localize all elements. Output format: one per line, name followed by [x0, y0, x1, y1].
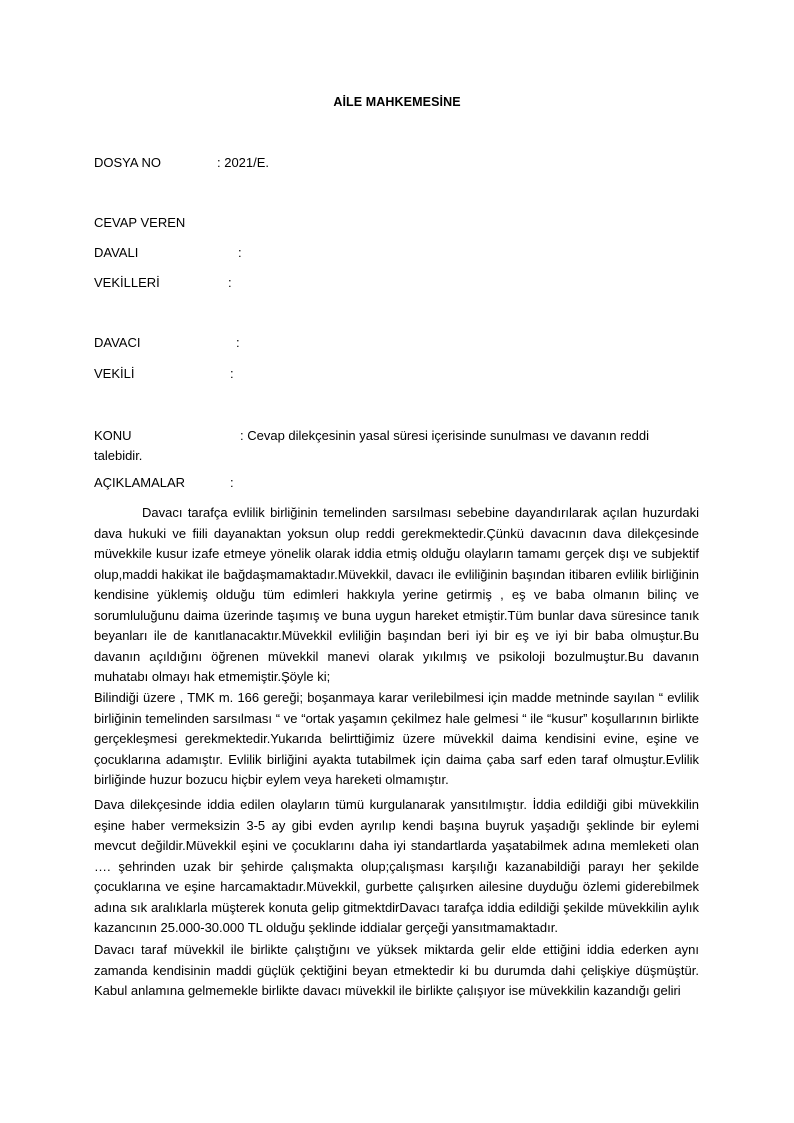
davali-colon: :	[238, 245, 242, 260]
dosya-no-value: : 2021/E.	[217, 155, 270, 170]
konu-field	[94, 426, 694, 466]
vekili-field	[94, 366, 234, 381]
aciklamalar-colon: :	[230, 475, 234, 490]
vekilleri-field	[94, 275, 232, 290]
paragraph-1: Davacı tarafça evlilik birliğinin temelinden sarsılması sebebine dayandırılarak açılan huzurdaki dava hukuki ve fiili dayanaktan yoksun olup reddi gerekmektedir.Çünkü davacının dava dilekçesinde müvekkile kusur izafe etmeye yönelik olarak iddia etmiş olduğu olayların tamamı gerçek dışı ve subjektif olup,maddi hakikat ile bağdaşmamaktadır.Müvekkil, davacı ile evliliğinin başından itibaren evlilik birliğinin kendisine yüklemiş olduğu tüm edimleri hakkıyla yerine getirmiş , eş ve baba olmanın bilinç ve sorumluluğunu daima üzerinde taşımış ve buna uygun hareket etmiştir.Tüm bunlar dava süresince tanık beyanları ile de kanıtlanacaktır.Müvekkil evliliğin başından beri iyi bir eş ve iyi bir baba olmuştur.Bu davanın açıldığını öğrenen müvekkil manevi olarak yıkılmış ve psikoloji bozulmuştur.Bu davanın muhatabı olmayı hak etmemiştir.Şöyle ki;	[94, 505, 699, 684]
davali-label: DAVALI	[94, 245, 139, 260]
vekili-label: VEKİLİ	[94, 366, 135, 381]
davaci-colon: :	[236, 335, 240, 350]
konu-label: KONU	[94, 428, 132, 443]
paragraph-3: Dava dilekçesinde iddia edilen olayların tümü kurgulanarak yansıtılmıştır. İddia edildiği gibi müvekkilin eşine haber vermeksizin 3-5 ay gibi evden ayrılıp kendi başına buyruk yaşadığı şeklinde bir eylemi mevcut değildir.Müvekkil eşini ve çocuklarını daha iyi standartlarda yaşatabilmek adına memleketi olan …. şehrinden uzak bir şehirde çalışmakta olup;çalışması karşılığı kazanabildiği parayı her şekilde çocuklarına ve eşine harcamaktadır.Müvekkil, gurbette çalışırken ailesine duyduğu özlemi giderebilmek adına sık aralıklarla müşterek konuta gelip gitmektdirDavacı tarafça iddia edildiği şekilde müvekkilin aylık kazancının 25.000-30.000 TL olduğu şeklinde iddialar gerçeği yansıtmamaktadır.	[94, 797, 699, 935]
vekilleri-colon: :	[228, 275, 232, 290]
cevap-veren-field	[94, 215, 185, 230]
aciklamalar-field	[94, 475, 234, 490]
paragraph-2: Bilindiği üzere , TMK m. 166 gereği; boşanmaya karar verilebilmesi için madde metninde sayılan “ evlilik birliğinin temelinden sarsılması “ ve “ortak yaşamın çekilmez hale gelmesi “ ile “kusur” koşullarının birlikte gerçekleşmesi gerekmektedir.Yukarıda belirttiğimiz üzere müvekkil daima kendisini evine, eşine ve çocuklarına adamıştır. Evlilik birliğini ayakta tutabilmek için daima çaba sarf eden taraf olmuştur.Evlilik birliğinde huzur bozucu hiçbir eylem veya hareketi olmamıştır.	[94, 690, 699, 787]
davali-field	[94, 245, 242, 260]
vekilleri-label: VEKİLLERİ	[94, 275, 160, 290]
konu-value: : Cevap dilekçesinin yasal süresi içerisinde sunulması ve davanın reddi talebidir.	[94, 428, 649, 463]
dosya-no-field	[94, 155, 270, 170]
aciklamalar-label: AÇIKLAMALAR	[94, 475, 186, 490]
davaci-label: DAVACI	[94, 335, 141, 350]
cevap-veren-label: CEVAP VEREN	[94, 215, 186, 230]
davaci-field	[94, 335, 240, 350]
page-title: AİLE MAHKEMESİNE	[333, 95, 461, 109]
vekili-colon: :	[230, 366, 234, 381]
paragraph-4: Davacı taraf müvekkil ile birlikte çalıştığını ve yüksek miktarda gelir elde ettiğini iddia ederken aynı zamanda kendisinin maddi güçlük çektiğini beyan etmektedir ki bu durumda dahi çelişkiye düşmüştür. Kabul anlamına gelmemekle birlikte davacı müvekkil ile birlikte çalışıyor ise müvekkilin kazandığı geliri	[94, 942, 699, 998]
dosya-no-label: DOSYA NO	[94, 155, 161, 170]
